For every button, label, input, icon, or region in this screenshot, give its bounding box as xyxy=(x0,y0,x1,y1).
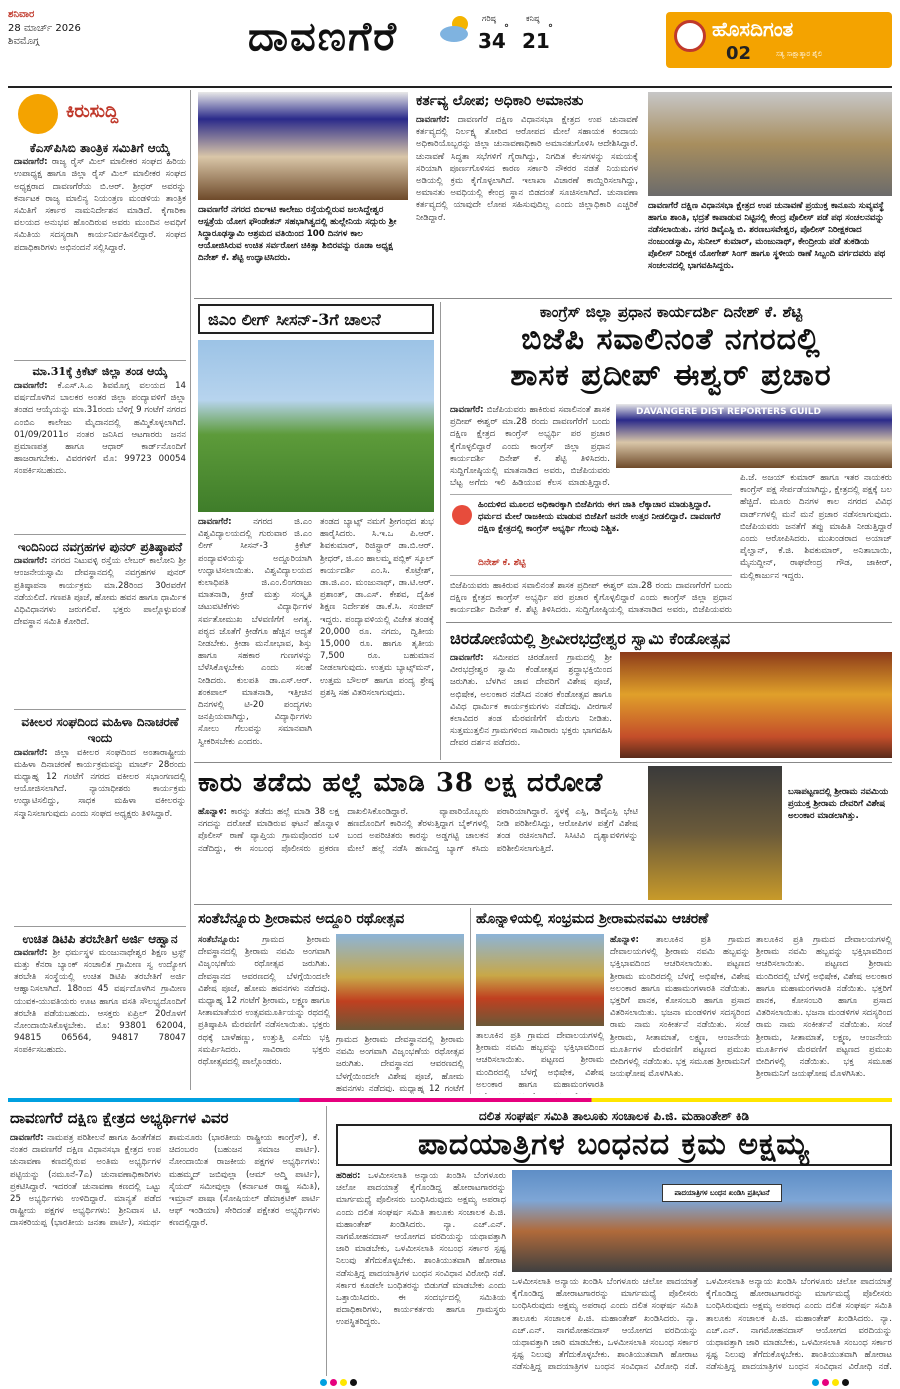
bjp-body xyxy=(450,404,610,488)
section-header-kirusuddi xyxy=(10,92,184,136)
police-march-caption: ದಾವಣಗೆರೆ ದಕ್ಷಿಣ ವಿಧಾನಸಭಾ ಕ್ಷೇತ್ರದ ಉಪ ಚುನಾವಣೆ ಪ್ರಯುಕ್ತ ಕಾನೂನು ಸುವ್ಯವಸ್ಥೆ ಹಾಗೂ ಶಾಂತಿ, ಭದ್ರತೆ ಕಾಪಾಡುವ ನಿಟ್ಟಿನಲ್ಲಿ ಕೇಂದ್ರ ಪೊಲೀಸ್ ಪಡೆ ಪಥ ಸಂಚಲನವನ್ನು ನಡೆಸಲಾಯಿತು. ನಗರ ಡಿವೈಎಸ್ಪಿ ಬಿ. ಶರಣಬಸವೇಶ್ವರ, ಪೊಲೀಸ್ ನಿರೀಕ್ಷಕರಾದ ನಂಜುಂಡಸ್ವಾಮಿ, ಸುನೀಲ್ ಕುಮಾರ್, ಮಂಜುನಾಥ್, ಕೇಂದ್ರೀಯ ಪಡೆ ತುಕಡಿಯ ಪೊಲೀಸ್ ನಿರೀಕ್ಷಕ ಯೋಗೇಶ್ ಸಿಂಗ್ ಹಾಗೂ ಸ್ಥಳೀಯ ಠಾಣೆ ಸಿಬ್ಬಂದಿ ವರ್ಗದವರು ಪಥ ಸಂಚಲನದಲ್ಲಿ ಭಾಗವಹಿಸಿದ್ದರು. xyxy=(648,201,886,272)
column-rule xyxy=(440,302,441,760)
brief-body: ಶ್ರೀ ಧರ್ಮಸ್ಥಳ ಮಂಜುನಾಥೇಶ್ವರ ಶಿಕ್ಷಣ ಟ್ರಸ್ಟ್ ಮತ್ತು ಕೆನರಾ ಬ್ಯಾಂಕ್ ಸಂಚಾಲಿತ ಗ್ರಾಮೀಣ ಸ್ವ ಉದ್ಯೋಗ ತರಬೇತಿ ಸಂಸ್ಥೆಯಲ್ಲಿ ಉಚಿತ ಡಿಟಿಪಿ ತರಬೇತಿಗೆ ಅರ್ಜಿ ಆಹ್ವಾನಿಸಲಾಗಿದೆ. 18ರಿಂದ 45 ವರ್ಷದೊಳಗಿನ ಗ್ರಾಮೀಣ ಯುವಕ-ಯುವತಿಯರು ಊಟ ಹಾಗೂ ವಸತಿ ಸೌಲಭ್ಯದೊಂದಿಗೆ ತರಬೇತಿ ಪಡೆಯಬಹುದು. ಆಸಕ್ತರು ಏಪ್ರಿಲ್ 20ರೊಳಗೆ ನೋಂದಾಯಿಸಿಕೊಳ್ಳಬೇಕು. ಮೊ: 93801 62004, 94815 06564, 94817 78047 ಸಂಪರ್ಕಿಸಬಹುದು. xyxy=(14,947,186,1056)
brief-dateline: ದಾವಣಗೆರೆ: xyxy=(14,747,48,758)
brief-headline: ಇಂದಿನಿಂದ ನವಗ್ರಹಗಳ ಪುನರ್ ಪ್ರತಿಷ್ಠಾಪನೆ xyxy=(17,540,183,555)
quote-icon xyxy=(452,505,472,525)
robbery-body-text: ಕಾರನ್ನು ತಡೆದು ಹಲ್ಲೆ ಮಾಡಿ 38 ಲಕ್ಷ ನಗದನ್ನು ದರೋಡೆ ಮಾಡಿರುವ ಘಟನೆ ಹೊನ್ನಾಳಿ ಪೊಲೀಸ್ ಠಾಣೆ ವ್ಯಾಪ್ತಿಯ ಗ್ರಾಮವೊಂದರ ಬಳಿ ನಡೆದಿದ್ದು, ಈ ಸಂಬಂಧ ಪೊಲೀಸರು ಪ್ರಕರಣ ದಾಖಲಿಸಿಕೊಂಡಿದ್ದಾರೆ. ವ್ಯಾಪಾರಿಯೊಬ್ಬರು ಹಣದೊಂದಿಗೆ ಕಾರಿನಲ್ಲಿ ತೆರಳುತ್ತಿದ್ದಾಗ ಬೈಕ್‌ಗಳಲ್ಲಿ ಬಂದ ಅಪರಿಚಿತರು ಕಾರನ್ನು ಅಡ್ಡಗಟ್ಟಿ ಚಾಲಕನ ಮೇಲೆ ಹಲ್ಲೆ ನಡೆಸಿ ಹಣವಿದ್ದ ಬ್ಯಾಗ್ ಕಸಿದು ಪರಾರಿಯಾಗಿದ್ದಾರೆ. ಸ್ಥಳಕ್ಕೆ ಎಸ್ಪಿ, ಡಿವೈಎಸ್ಪಿ ಭೇಟಿ ನೀಡಿ ಪರಿಶೀಲಿಸಿದ್ದು, ಆರೋಪಿಗಳ ಪತ್ತೆಗೆ ವಿಶೇಷ ತಂಡ ರಚಿಸಲಾಗಿದೆ. ಸಿಸಿಟಿವಿ ದೃಶ್ಯಾವಳಿಗಳನ್ನು ಪರಿಶೀಲಿಸಲಾಗುತ್ತಿದೆ. xyxy=(198,807,638,854)
honnali-dateline: ಹೊನ್ನಾಳಿ: xyxy=(610,935,639,945)
padayatra-body-right: ಒಳಮೀಸಲಾತಿ ಅನ್ಯಾಯ ಖಂಡಿಸಿ ಬೆಂಗಳೂರು ಚಲೋ ಪಾದಯಾತ್ರೆ ಕೈಗೊಂಡಿದ್ದ ಹೋರಾಟಗಾರರನ್ನು ಮಾರ್ಗಮಧ್ಯೆ ಪೊಲೀಸರು ಬಂಧಿಸಿರುವುದು ಅಕ್ಷಮ್ಯ ಅಪರಾಧ ಎಂದು ದಲಿತ ಸಂಘರ್ಷ ಸಮಿತಿ ತಾಲೂಕು ಸಂಚಾಲಕ ಪಿ.ಜಿ. ಮಹಾಂತೇಶ್ ಖಂಡಿಸಿದರು. ನ್ಯಾ. ಎಚ್.ಎನ್. ನಾಗಮೋಹನದಾಸ್ ಆಯೋಗದ ವರದಿಯನ್ನು ಯಥಾವತ್ತಾಗಿ ಜಾರಿ ಮಾಡಬೇಕು, ಒಳಮೀಸಲಾತಿ ಸಂಬಂಧ ಸರ್ಕಾರ ಸ್ಪಷ್ಟ ನಿಲುವು ತೆಗೆದುಕೊಳ್ಳಬೇಕು. ಶಾಂತಿಯುತವಾಗಿ ಹೋರಾಟ ನಡೆಸುತ್ತಿದ್ದ ಪಾದಯಾತ್ರಿಗಳ ಬಂಧನ ಸಂವಿಧಾನ ವಿರೋಧಿ ನಡೆ. xyxy=(706,1277,892,1372)
brief-dateline: ದಾವಣಗೆರೆ: xyxy=(14,947,48,958)
veerabhadra-body xyxy=(450,652,612,760)
section-color-band xyxy=(8,1098,892,1102)
brief-headline: ಮಾ.31ಕ್ಕೆ ಕ್ರಿಕೆಟ್ ಜಿಲ್ಲಾ ತಂಡ ಆಯ್ಕೆ xyxy=(32,365,168,379)
weather-widget xyxy=(438,14,578,68)
brief-item xyxy=(14,140,186,356)
bjp-body-mid: ಪಿ.ಜೆ. ಅಜಯ್ ಕುಮಾರ್ ಹಾಗೂ ಇತರ ನಾಯಕರು ಕಾಂಗ್ರೆಸ್ ಪಕ್ಷ ಸೇರ್ಪಡೆಯಾಗಿದ್ದು, ಕ್ಷೇತ್ರದಲ್ಲಿ ಪಕ್ಷಕ್ಕೆ ಬಲ ಹೆಚ್ಚಿದೆ. ಮೂರು ದಿನಗಳ ಕಾಲ ನಗರದ ವಿವಿಧ ವಾರ್ಡ್‌ಗಳಲ್ಲಿ ಮನೆ ಮನೆ ಪ್ರಚಾರ ನಡೆಸಲಾಗುವುದು. ಬಿಜೆಪಿಯವರು ಜನತೆಗೆ ತಪ್ಪು ಮಾಹಿತಿ ನೀಡುತ್ತಿದ್ದಾರೆ ಎಂದು ಆರೋಪಿಸಿದರು. ಮುಖಂಡರಾದ ಅಯಾಜ್ ಪೈಲ್ವಾನ್, ಕೆ.ಜಿ. ಶಿವಕುಮಾರ್, ಅನಿತಾಬಾಯಿ, ಮೈನುದ್ದೀನ್, ರಾಘವೇಂದ್ರ ಗೌಡ, ಜಾಕೀರ್, ಮಲ್ಲಿಕಾರ್ಜುನ ಇದ್ದರು. xyxy=(740,473,892,581)
divider xyxy=(14,534,186,535)
protest-banner: ಪಾದಯಾತ್ರಿಗಳ ಬಂಧನ ಖಂಡಿಸಿ ಪ್ರತಿಭಟನೆ xyxy=(662,1184,782,1202)
magenta-dot xyxy=(822,1379,829,1386)
section-rule xyxy=(446,622,892,623)
padayatra-kicker: ದಲಿತ ಸಂಘರ್ಷ ಸಮಿತಿ ತಾಲೂಕು ಸಂಚಾಲಕ ಪಿ.ಜಿ. ಮಹಾಂತೇಶ್ ಕಿಡಿ xyxy=(478,1109,750,1123)
honnali-body-left: ತಾಲೂಕಿನ ಪ್ರತಿ ಗ್ರಾಮದ ದೇವಾಲಯಗಳಲ್ಲಿ ಶ್ರೀರಾಮ ನವಮಿ ಹಬ್ಬವನ್ನು ಭಕ್ತಿಭಾವದಿಂದ ಆಚರಿಸಲಾಯಿತು. ಪಟ್ಟಣದ ಶ್ರೀರಾಮ ಮಂದಿರದಲ್ಲಿ ಬೆಳಗ್ಗೆ ಅಭಿಷೇಕ, ವಿಶೇಷ ಅಲಂಕಾರ ಹಾಗೂ ಮಹಾಮಂಗಳಾರತಿ xyxy=(476,1031,604,1090)
candidates-body-text: ನಾಮಪತ್ರ ಪರಿಶೀಲನೆ ಹಾಗೂ ಹಿಂತೆಗೆತದ ನಂತರ ದಾವಣಗೆರೆ ದಕ್ಷಿಣ ವಿಧಾನಸಭಾ ಕ್ಷೇತ್ರದ ಉಪ ಚುನಾವಣಾ ಕಣದಲ್ಲಿರುವ ಅಂತಿಮ ಅಭ್ಯರ್ಥಿಗಳ ಪಟ್ಟಿಯನ್ನು (ನಮೂನೆ-7ಎ) ಚುನಾವಣಾಧಿಕಾರಿಗಳು ಪ್ರಕಟಿಸಿದ್ದಾರೆ. ಇದರಂತೆ ಚುನಾವಣಾ ಕಣದಲ್ಲಿ ಒಟ್ಟು 25 ಅಭ್ಯರ್ಥಿಗಳು ಉಳಿದಿದ್ದಾರೆ. ಮಾನ್ಯತೆ ಪಡೆದ ರಾಷ್ಟ್ರೀಯ ಪಕ್ಷಗಳ ಅಭ್ಯರ್ಥಿಗಳು: ಶ್ರೀನಿವಾಸ ಟಿ. ದಾಸಕರಿಯಪ್ಪ (ಭಾರತೀಯ ಜನತಾ ಪಾರ್ಟಿ), ಸಮರ್ಥ ಶಾಮನೂರು (ಭಾರತೀಯ ರಾಷ್ಟ್ರೀಯ ಕಾಂಗ್ರೆಸ್), ಕೆ. ಚಿದಂಬರಂ (ಬಹುಜನ ಸಮಾಜ ಪಾರ್ಟಿ). ನೋಂದಾಯಿತ ರಾಜಕೀಯ ಪಕ್ಷಗಳ ಅಭ್ಯರ್ಥಿಗಳು: ಮಹಮ್ಮದ್ ಜಬಿವುಲ್ಲಾ (ಆಮ್ ಆದ್ಮಿ ಪಾರ್ಟಿ), ಸೈಯದ್ ಸಮೀವುಲ್ಲಾ (ಕರ್ನಾಟಕ ರಾಷ್ಟ್ರ ಸಮಿತಿ), ಇಮ್ರಾನ್ ಪಾಷಾ (ಸೋಷಿಯಲ್ ಡೆಮಾಕ್ರಟಿಕ್ ಪಾರ್ಟಿ ಆಫ್ ಇಂಡಿಯಾ) ಸೇರಿದಂತೆ ಪಕ್ಷೇತರ ಅಭ್ಯರ್ಥಿಗಳು ಕಣದಲ್ಲಿದ್ದಾರೆ. xyxy=(10,1133,320,1229)
reporters-guild-banner: DAVANGERE DIST REPORTERS GUILD xyxy=(636,407,821,417)
duty-headline: ಕರ್ತವ್ಯ ಲೋಪ; ಅಧಿಕಾರಿ ಅಮಾನತು xyxy=(416,93,584,109)
santhebennur-body xyxy=(198,934,330,1094)
masthead-rule xyxy=(8,86,892,88)
magenta-dot xyxy=(330,1379,337,1386)
veerabhadra-headline: ಚಿರಡೋಣಿಯಲ್ಲಿ ಶ್ರೀವೀರಭದ್ರೇಶ್ವರ ಸ್ವಾಮಿ ಕೆಂಡೋತ್ಸವ xyxy=(450,629,731,648)
date-block xyxy=(8,8,218,68)
brief-headline: ವಕೀಲರ ಸಂಘದಿಂದ ಮಹಿಳಾ ದಿನಾಚರಣೆ ಇಂದು xyxy=(21,715,179,746)
section-title: ಕಿರುಸುದ್ದಿ xyxy=(66,101,119,122)
brief-body: ರಾಜ್ಯ ರೈಸ್ ಮಿಲ್ ಮಾಲೀಕರ ಸಂಘದ ಹಿರಿಯ ಉಪಾಧ್ಯಕ್ಷ ಹಾಗೂ ಜಿಲ್ಲಾ ರೈಸ್ ಮಿಲ್ ಮಾಲೀಕರ ಸಂಘದ ಅಧ್ಯಕ್ಷರಾದ ದಾವಣಗೆರೆಯ ಬಿ.ಆರ್. ಶ್ರೀಧರ್ ಅವರನ್ನು ಕರ್ನಾಟಕ ರಾಜ್ಯ ಮಾಲಿನ್ಯ ನಿಯಂತ್ರಣ ಮಂಡಳಿಯ ತಾಂತ್ರಿಕ ಸಮಿತಿಗೆ ಸರ್ಕಾರ ನಾಮನಿರ್ದೇಶನ ಮಾಡಿದೆ. ಕೈಗಾರಿಕಾ ವಲಯದ ಅನುಭವ ಹೊಂದಿರುವ ಅವರು ಮುಂದಿನ ಅವಧಿಗೆ ಸಮಿತಿಯ ಸದಸ್ಯರಾಗಿ ಕಾರ್ಯನಿರ್ವಹಿಸಲಿದ್ದಾರೆ. ಸಂಘದ ಪದಾಧಿಕಾರಿಗಳು ಅಭಿನಂದನೆ ಸಲ್ಲಿಸಿದ್ದಾರೆ. xyxy=(14,157,186,253)
date-label: 28 ಮಾರ್ಚ್ 2026 xyxy=(8,22,81,34)
veerabhadra-dateline: ದಾವಣಗೆರೆ: xyxy=(450,653,484,663)
ramanavami-caption: ಬಸಾಪಟ್ಟಣದಲ್ಲಿ ಶ್ರೀರಾಮ ನವಮಿಯ ಪ್ರಯುಕ್ತ ಶ್ರೀರಾಮ ದೇವರಿಗೆ ವಿಶೇಷ ಅಲಂಕಾರ ಮಾಡಲಾಗಿತ್ತು. xyxy=(788,787,889,822)
brief-item xyxy=(14,931,186,1164)
brand-tagline: ಸತ್ಯ ಸಾಕ್ಷಾತ್ಕಾರ ಶೈಲಿ xyxy=(776,50,823,58)
brief-dateline: ದಾವಣಗೆರೆ: xyxy=(14,157,48,168)
brief-headline: ಕೆಎಸ್‌ಪಿಸಿಬಿ ತಾಂತ್ರಿಕ ಸಮಿತಿಗೆ ಆಯ್ಕೆ xyxy=(29,141,171,155)
edition-title: ದಾವಣಗೆರೆ xyxy=(248,13,398,60)
veerabhadra-body-text: ಸಮೀಪದ ಚಿರಡೋಣಿ ಗ್ರಾಮದಲ್ಲಿ ಶ್ರೀ ವೀರಭದ್ರೇಶ್ವರ ಸ್ವಾಮಿ ಕೆಂಡೋತ್ಸವ ಶ್ರದ್ಧಾಭಕ್ತಿಯಿಂದ ಜರುಗಿತು. ಬೆಳಗಿನ ಜಾವ ದೇವರಿಗೆ ವಿಶೇಷ ಪೂಜೆ, ಅಭಿಷೇಕ, ಅಲಂಕಾರ ನಡೆಸಿದ ನಂತರ ಕೆಂಡೋತ್ಸವ ಹಾಗೂ ವಿವಿಧ ಧಾರ್ಮಿಕ ಕಾರ್ಯಕ್ರಮಗಳು ನಡೆದವು. ವೀರಗಾಸೆ ಕಲಾವಿದರ ತಂಡ ಮೆರವಣಿಗೆಗೆ ಮೆರುಗು ನೀಡಿತು. ಸುತ್ತಮುತ್ತಲಿನ ಗ್ರಾಮಗಳಿಂದ ಸಾವಿರಾರು ಭಕ್ತರು ಭಾಗವಹಿಸಿ ದೇವರ ದರ್ಶನ ಪಡೆದರು. xyxy=(450,653,612,749)
santhebennur-dateline: ಸಂತೆಬೆನ್ನೂರು: xyxy=(198,935,240,945)
section-rule xyxy=(194,904,892,905)
city-label: ಶಿವಮೊಗ್ಗ xyxy=(8,36,40,47)
gm-league-headline-box xyxy=(198,304,434,334)
max-temp: 34 xyxy=(478,29,506,53)
print-registration-marks xyxy=(812,1378,852,1389)
robbery-body xyxy=(198,806,638,898)
candidates-dateline: ದಾವಣಗೆರೆ: xyxy=(10,1133,44,1143)
cricket-inauguration-photo xyxy=(198,340,434,512)
chariot-photo xyxy=(336,934,464,1030)
bjp-body-cont: ಬಿಜೆಪಿಯವರು ಹಾಕಿರುವ ಸವಾಲಿನಂತೆ ಶಾಸಕ ಪ್ರದೀಪ್ ಈಶ್ವರ್ ಮಾ.28 ರಂದು ದಾವಣಗೆರೆಗೆ ಬಂದು ದಕ್ಷಿಣ ಕ್ಷೇತ್ರದ ಕಾಂಗ್ರೆಸ್ ಅಭ್ಯರ್ಥಿ ಪರ ಪ್ರಚಾರ ಕೈಗೊಳ್ಳಲಿದ್ದಾರೆ ಎಂದು ಕಾಂಗ್ರೆಸ್ ಜಿಲ್ಲಾ ಪ್ರಧಾನ ಕಾರ್ಯದರ್ಶಿ ದಿನೇಶ್ ಕೆ. ಶೆಟ್ಟಿ ತಿಳಿಸಿದರು. ಸುದ್ದಿಗೋಷ್ಠಿಯಲ್ಲಿ ಮಾತನಾಡಿದ ಅವರು, ಬಿಜೆಪಿಯವರು xyxy=(450,581,732,616)
min-temp-unit: ° xyxy=(548,23,553,34)
brief-item xyxy=(14,539,186,705)
brief-item xyxy=(14,365,186,530)
duty-story xyxy=(416,92,638,292)
pull-quote-author: ದಿನೇಶ್ ಕೆ. ಶೆಟ್ಟಿ xyxy=(478,558,526,568)
honnali-procession-photo xyxy=(476,934,604,1026)
pull-quote: ಹಿಂದುಳಿದ ಮೂಲದ ಅಧಿಕಾರಕ್ಕಾಗಿ ಬಿಜೆಪಿಗರು ಈಗ ಜಾತಿ ಲೆಕ್ಕಾಚಾರ ಮಾಡುತ್ತಿದ್ದಾರೆ. ಧರ್ಮದ ಮೇಲೆ ರಾಜಕೀಯ ಮಾಡುವ ಬಿಜೆಪಿಗೆ ಜನರೇ ಉತ್ತರ ನೀಡಲಿದ್ದಾರೆ. ದಾವಣಗೆರೆ ದಕ್ಷಿಣ ಕ್ಷೇತ್ರದಲ್ಲಿ ಕಾಂಗ್ರೆಸ್ ಅಭ್ಯರ್ಥಿ ಗೆಲುವು ನಿಶ್ಚಿತ. xyxy=(478,500,721,535)
padayatra-body-cont: ಒಳಮೀಸಲಾತಿ ಅನ್ಯಾಯ ಖಂಡಿಸಿ ಬೆಂಗಳೂರು ಚಲೋ ಪಾದಯಾತ್ರೆ ಕೈಗೊಂಡಿದ್ದ ಹೋರಾಟಗಾರರನ್ನು ಮಾರ್ಗಮಧ್ಯೆ ಪೊಲೀಸರು ಬಂಧಿಸಿರುವುದು ಅಕ್ಷಮ್ಯ ಅಪರಾಧ ಎಂದು ದಲಿತ ಸಂಘರ್ಷ ಸಮಿತಿ ತಾಲೂಕು ಸಂಚಾಲಕ ಪಿ.ಜಿ. ಮಹಾಂತೇಶ್ ಖಂಡಿಸಿದರು. ನ್ಯಾ. ಎಚ್.ಎನ್. ನಾಗಮೋಹನದಾಸ್ ಆಯೋಗದ ವರದಿಯನ್ನು ಯಥಾವತ್ತಾಗಿ ಜಾರಿ ಮಾಡಬೇಕು, ಒಳಮೀಸಲಾತಿ ಸಂಬಂಧ ಸರ್ಕಾರ ಸ್ಪಷ್ಟ ನಿಲುವು ತೆಗೆದುಕೊಳ್ಳಬೇಕು. ಶಾಂತಿಯುತವಾಗಿ ಹೋರಾಟ ನಡೆಸುತ್ತಿದ್ದ ಪಾದಯಾತ್ರಿಗಳ ಬಂಧನ ಸಂವಿಧಾನ ವಿರೋಧಿ ನಡೆ. xyxy=(512,1277,698,1372)
bjp-body-text: ಬಿಜೆಪಿಯವರು ಹಾಕಿರುವ ಸವಾಲಿನಂತೆ ಶಾಸಕ ಪ್ರದೀಪ್ ಈಶ್ವರ್ ಮಾ.28 ರಂದು ದಾವಣಗೆರೆಗೆ ಬಂದು ದಕ್ಷಿಣ ಕ್ಷೇತ್ರದ ಕಾಂಗ್ರೆಸ್ ಅಭ್ಯರ್ಥಿ ಪರ ಪ್ರಚಾರ ಕೈಗೊಳ್ಳಲಿದ್ದಾರೆ ಎಂದು ಕಾಂಗ್ರೆಸ್ ಜಿಲ್ಲಾ ಪ್ರಧಾನ ಕಾರ್ಯದರ್ಶಿ ದಿನೇಶ್ ಕೆ. ಶೆಟ್ಟಿ ತಿಳಿಸಿದರು. ಸುದ್ದಿಗೋಷ್ಠಿಯಲ್ಲಿ ಮಾತನಾಡಿದ ಅವರು, ಬಿಜೆಪಿಯವರು ಬೆಟ್ಟ ಅಗೆದು ಇಲಿ ಹಿಡಿಯುವ ಕೆಲಸ ಮಾಡುತ್ತಿದ್ದಾರೆ. xyxy=(450,405,610,488)
brief-body: ಜಿಲ್ಲಾ ವಕೀಲರ ಸಂಘದಿಂದ ಅಂತಾರಾಷ್ಟ್ರೀಯ ಮಹಿಳಾ ದಿನಾಚರಣೆ ಕಾರ್ಯಕ್ರಮವನ್ನು ಮಾರ್ಚ್ 28ರಂದು ಮಧ್ಯಾಹ್ನ 12 ಗಂಟೆಗೆ ನಗರದ ವಕೀಲರ ಸಭಾಂಗಣದಲ್ಲಿ ಆಯೋಜಿಸಲಾಗಿದೆ. ನ್ಯಾಯಾಧೀಶರು ಕಾರ್ಯಕ್ರಮ ಉದ್ಘಾಟಿಸಲಿದ್ದು, ಸಾಧಕ ಮಹಿಳಾ ವಕೀಲರನ್ನು ಸನ್ಮಾನಿಸಲಾಗುವುದು ಎಂದು ಸಂಘದ ಅಧ್ಯಕ್ಷರು ತಿಳಿಸಿದ್ದಾರೆ. xyxy=(14,747,186,819)
brief-dateline: ದಾವಣಗೆರೆ: xyxy=(14,556,48,567)
brief-headline: ಉಚಿತ ಡಿಟಿಪಿ ತರಬೇತಿಗೆ ಅರ್ಜಿ ಆಹ್ವಾನ xyxy=(22,931,178,946)
kendotsava-photo xyxy=(620,652,892,758)
section-rule xyxy=(194,298,892,299)
divider xyxy=(14,709,186,710)
robbery-headline: ಕಾರು ತಡೆದು ಹಲ್ಲೆ ಮಾಡಿ 38 ಲಕ್ಷ ದರೋಡೆ xyxy=(198,768,604,798)
candidates-body xyxy=(10,1132,320,1372)
min-temp: 21 xyxy=(522,29,550,53)
gm-league-headline: ಜಿಎಂ ಲೀಗ್ ಸೀಸನ್-3ಗೆ ಚಾಲನೆ xyxy=(208,310,381,329)
divider xyxy=(14,360,186,361)
gm-league-body-left xyxy=(198,516,312,758)
brief-body: ಕೆ.ಎಸ್.ಸಿ.ಎ ಶಿವಮೊಗ್ಗ ವಲಯದ 14 ವರ್ಷದೊಳಗಿನ ಬಾಲಕರ ಅಂತರ ಜಿಲ್ಲಾ ಪಂದ್ಯಾವಳಿಗೆ ಜಿಲ್ಲಾ ತಂಡದ ಆಯ್ಕೆಯನ್ನು ಮಾ.31ರಂದು ಬೆಳಿಗ್ಗೆ 9 ಗಂಟೆಗೆ ನಗರದ ಎಂಬಿಎ ಕಾಲೇಜು ಮೈದಾನದಲ್ಲಿ ಹಮ್ಮಿಕೊಳ್ಳಲಾಗಿದೆ. 01/09/2011ರ ನಂತರ ಜನಿಸಿದ ಆಟಗಾರರು ಜನನ ಪ್ರಮಾಣಪತ್ರ ಹಾಗೂ ಆಧಾರ್ ಕಾರ್ಡ್‌ನೊಂದಿಗೆ ಹಾಜರಾಗಬೇಕು. ವಿವರಗಳಿಗೆ ಮೊ: 99723 00054 ಸಂಪರ್ಕಿಸಬಹುದು. xyxy=(14,381,186,477)
health-camp-photo xyxy=(198,92,408,200)
brief-item xyxy=(14,714,186,921)
honnali-body xyxy=(610,934,750,1094)
column-rule xyxy=(190,90,191,1090)
santhebennur-headline: ಸಂತೆಬೆನ್ನೂರು ಶ್ರೀರಾಮನ ಅದ್ದೂರಿ ರಥೋತ್ಸವ xyxy=(198,911,405,927)
print-registration-marks xyxy=(320,1378,360,1389)
honnali-body-text: ತಾಲೂಕಿನ ಪ್ರತಿ ಗ್ರಾಮದ ದೇವಾಲಯಗಳಲ್ಲಿ ಶ್ರೀರಾಮ ನವಮಿ ಹಬ್ಬವನ್ನು ಭಕ್ತಿಭಾವದಿಂದ ಆಚರಿಸಲಾಯಿತು. ಪಟ್ಟಣದ ಶ್ರೀರಾಮ ಮಂದಿರದಲ್ಲಿ ಬೆಳಗ್ಗೆ ಅಭಿಷೇಕ, ವಿಶೇಷ ಅಲಂಕಾರ ಹಾಗೂ ಮಹಾಮಂಗಳಾರತಿ ನಡೆಯಿತು. ಭಕ್ತರಿಗೆ ಪಾನಕ, ಕೋಸಂಬರಿ ಹಾಗೂ ಪ್ರಸಾದ ವಿತರಿಸಲಾಯಿತು. ಭಜನಾ ಮಂಡಳಿಗಳ ಸದಸ್ಯರಿಂದ ರಾಮ ನಾಮ ಸಂಕೀರ್ತನೆ ನಡೆಯಿತು. ಸಂಜೆ ಶ್ರೀರಾಮ, ಸೀತಾಮಾತೆ, ಲಕ್ಷ್ಮಣ, ಆಂಜನೇಯ ಮೂರ್ತಿಗಳ ಮೆರವಣಿಗೆ ಪಟ್ಟಣದ ಪ್ರಮುಖ ಬೀದಿಗಳಲ್ಲಿ ನಡೆಯಿತು. ಭಕ್ತ ಸಮೂಹ ಶ್ರೀರಾಮನಿಗೆ ಜಯಘೋಷ ಮೊಳಗಿಸಿತು. xyxy=(610,935,750,1080)
santhebennur-body-cont: ಗ್ರಾಮದ ಶ್ರೀರಾಮ ದೇವಸ್ಥಾನದಲ್ಲಿ ಶ್ರೀರಾಮ ನವಮಿ ಅಂಗವಾಗಿ ವಿಜೃಂಭಣೆಯ ರಥೋತ್ಸವ ಜರುಗಿತು. ದೇವಸ್ಥಾನದ ಆವರಣದಲ್ಲಿ ಬೆಳಗ್ಗೆಯಿಂದಲೇ ವಿಶೇಷ ಪೂಜೆ, ಹೋಮ ಹವನಗಳು ನಡೆದವು. ಮಧ್ಯಾಹ್ನ 12 ಗಂಟೆಗೆ xyxy=(336,1035,464,1094)
max-temp-unit: ° xyxy=(504,23,509,34)
pull-quote-box xyxy=(450,494,732,576)
honnali-headline: ಹೊನ್ನಾಳಿಯಲ್ಲಿ ಸಂಭ್ರಮದ ಶ್ರೀರಾಮನವಮಿ ಆಚರಣೆ xyxy=(476,911,709,927)
gm-body-left: ನಗರದ ಜಿ.ಎಂ ವಿಶ್ವವಿದ್ಯಾಲಯದಲ್ಲಿ ಗುರುವಾರ ಜಿ.ಎಂ ಲೀಗ್ ಸೀಸನ್-3 ಕ್ರಿಕೆಟ್ ಪಂದ್ಯಾವಳಿಯನ್ನು ಅದ್ದೂರಿಯಾಗಿ ಉದ್ಘಾಟಿಸಲಾಯಿತು. ವಿಶ್ವವಿದ್ಯಾಲಯದ ಕುಲಾಧಿಪತಿ ಜಿ.ಎಂ.ಲಿಂಗರಾಜು ಮಾತನಾಡಿ, ಕ್ರೀಡೆ ಮತ್ತು ಸಂಸ್ಕೃತಿ ಚಟುವಟಿಕೆಗಳು ವಿದ್ಯಾರ್ಥಿಗಳ ಸರ್ವತೋಮುಖ ಬೆಳವಣಿಗೆಗೆ ಅಗತ್ಯ. ಪಠ್ಯದ ಜೊತೆಗೆ ಕ್ರೀಡೆಗೂ ಹೆಚ್ಚಿನ ಆದ್ಯತೆ ನೀಡಬೇಕು. ಕ್ರೀಡಾ ಮನೋಭಾವ, ಶಿಸ್ತು ಹಾಗೂ ಸಹಕಾರ ಗುಣಗಳನ್ನು ಬೆಳೆಸಿಕೊಳ್ಳಬೇಕು ಎಂದು ಸಲಹೆ ನೀಡಿದರು. ಕುಲಪತಿ ಡಾ.ಎಸ್.ಆರ್. ಶಂಕಪಾಲ್ ಮಾತನಾಡಿ, ಇತ್ತೀಚಿನ ದಿನಗಳಲ್ಲಿ ಟಿ-20 ಪಂದ್ಯಗಳು ಜನಪ್ರಿಯವಾಗಿದ್ದು, ವಿದ್ಯಾರ್ಥಿಗಳು ಸೋಲು ಗೆಲುವನ್ನು ಸಮಾನವಾಗಿ ಸ್ವೀಕರಿಸಬೇಕು ಎಂದರು. xyxy=(198,517,312,747)
brief-news-column xyxy=(14,140,186,1164)
section-rule xyxy=(194,762,892,763)
gm-league-body-right: ತಂಡದ ಬ್ಯಾಟ್ಸ್ ನಮಗೆ ಶ್ರೀಗಂಧದ ಶುಭ ಹಾರೈಸಿದರು. ಸಿ.ಇ.ಒ ಪಿ.ಆರ್. ಶಿವಕುಮಾರ್, ರಿಜಿಸ್ಟ್ರಾರ್ ಡಾ.ಬಿ.ಆರ್. ಶ್ರೀಧರ್, ಜಿ.ಎಂ ಹಾಲಮ್ಮ ಪಬ್ಲಿಕ್ ಸ್ಕೂಲ್ ಕಾರ್ಯದರ್ಶಿ ಎಂ.ಸಿ. ಕೊಟ್ರೇಶ್, ಡಾ.ಜಿ.ಎಂ. ಮಂಜುನಾಥ್, ಡಾ.ಟಿ.ಆರ್. ಪ್ರಶಾಂತ್, ಡಾ.ಎಸ್. ಕೇಶವ, ದೈಹಿಕ ಶಿಕ್ಷಣ ನಿರ್ದೇಶಕ ಡಾ.ಕೆ.ಸಿ. ಸಂಜೀವ್ ಇದ್ದರು. ಪಂದ್ಯಾವಳಿಯಲ್ಲಿ ವಿಜೇತ ತಂಡಕ್ಕೆ 20,000 ರೂ. ನಗದು, ದ್ವಿತೀಯ 15,000 ರೂ. ಹಾಗೂ ತೃತೀಯ 7,500 ರೂ. ಬಹುಮಾನ ನೀಡಲಾಗುವುದು. ಉತ್ತಮ ಬ್ಯಾಟ್ಸ್‌ಮನ್, ಉತ್ತಮ ಬೌಲರ್ ಹಾಗೂ ಪಂದ್ಯ ಶ್ರೇಷ್ಠ ಪ್ರಶಸ್ತಿ ಸಹ ವಿತರಿಸಲಾಗುವುದು. xyxy=(320,517,434,698)
padayatra-body xyxy=(336,1170,506,1372)
divider xyxy=(14,926,186,927)
bjp-dateline: ದಾವಣಗೆರೆ: xyxy=(450,405,484,415)
black-dot xyxy=(350,1379,357,1386)
padayatra-dateline: ಹರಿಹರ: xyxy=(336,1171,361,1181)
partly-cloudy-icon xyxy=(438,14,476,44)
ramanavami-idol-photo xyxy=(648,766,782,900)
black-dot xyxy=(842,1379,849,1386)
duty-dateline: ದಾವಣಗೆರೆ: xyxy=(416,114,450,125)
min-temp-label: ಕನಿಷ್ಠ xyxy=(526,14,540,23)
health-camp-caption: ದಾವಣಗೆರೆ ನಗರದ ಬಿಐಇಟಿ ಕಾಲೇಜು ರಸ್ತೆಯಲ್ಲಿರುವ ಜಲಸಿದ್ದೇಶ್ವರ ಆಸ್ಪತ್ರೆಯ ಯೋಗ ಫೌಂಡೇಶನ್ ಸಹಭಾಗಿತ್ವದಲ್ಲಿ ಹುಲ್ಲೇನಿಯ ಸದ್ಗುರು ಶ್ರೀ ಸಿದ್ಧಾರೂಢಸ್ವಾಮಿ ಆಶ್ರಮದ ವತಿಯಿಂದ 100 ದಿನಗಳ ಕಾಲ ಆಯೋಜಿಸಿರುವ ಉಚಿತ ಸರ್ವರೋಗ ಚಿಕಿತ್ಸಾ ಶಿಬಿರವನ್ನು ರೂಡಾ ಅಧ್ಯಕ್ಷ ದಿನೇಶ್ ಕೆ. ಶೆಟ್ಟಿ ಉದ್ಘಾಟಿಸಿದರು. xyxy=(198,205,397,264)
column-rule xyxy=(326,1106,327,1376)
cyan-dot xyxy=(812,1379,819,1386)
cyan-dot xyxy=(320,1379,327,1386)
column-rule xyxy=(470,908,471,1094)
bjp-kicker: ಕಾಂಗ್ರೆಸ್ ಜಿಲ್ಲಾ ಪ್ರಧಾನ ಕಾರ್ಯದರ್ಶಿ ದಿನೇಶ್ ಕೆ. ಶೆಟ್ಟಿ xyxy=(539,303,803,321)
brand-name: ಹೊಸದಿಗಂತ xyxy=(712,17,794,41)
gm-dateline: ದಾವಣಗೆರೆ: xyxy=(198,517,232,527)
masthead xyxy=(8,8,892,78)
brief-dateline: ದಾವಣಗೆರೆ: xyxy=(14,381,48,392)
honnali-body-cont: ತಾಲೂಕಿನ ಪ್ರತಿ ಗ್ರಾಮದ ದೇವಾಲಯಗಳಲ್ಲಿ ಶ್ರೀರಾಮ ನವಮಿ ಹಬ್ಬವನ್ನು ಭಕ್ತಿಭಾವದಿಂದ ಆಚರಿಸಲಾಯಿತು. ಪಟ್ಟಣದ ಶ್ರೀರಾಮ ಮಂದಿರದಲ್ಲಿ ಬೆಳಗ್ಗೆ ಅಭಿಷೇಕ, ವಿಶೇಷ ಅಲಂಕಾರ ಹಾಗೂ ಮಹಾಮಂಗಳಾರತಿ ನಡೆಯಿತು. ಭಕ್ತರಿಗೆ ಪಾನಕ, ಕೋಸಂಬರಿ ಹಾಗೂ ಪ್ರಸಾದ ವಿತರಿಸಲಾಯಿತು. ಭಜನಾ ಮಂಡಳಿಗಳ ಸದಸ್ಯರಿಂದ ರಾಮ ನಾಮ ಸಂಕೀರ್ತನೆ ನಡೆಯಿತು. ಸಂಜೆ ಶ್ರೀರಾಮ, ಸೀತಾಮಾತೆ, ಲಕ್ಷ್ಮಣ, ಆಂಜನೇಯ ಮೂರ್ತಿಗಳ ಮೆರವಣಿಗೆ ಪಟ್ಟಣದ ಪ್ರಮುಖ ಬೀದಿಗಳಲ್ಲಿ ನಡೆಯಿತು. ಭಕ್ತ ಸಮೂಹ ಶ್ರೀರಾಮನಿಗೆ ಜಯಘೋಷ ಮೊಳಗಿಸಿತು. xyxy=(756,935,892,1080)
day-label: ಶನಿವಾರ xyxy=(8,9,35,20)
bjp-headline-line1: ಬಿಜೆಪಿ ಸವಾಲಿನಂತೆ ನಗರದಲ್ಲಿ xyxy=(521,322,821,357)
candidates-headline: ದಾವಣಗೆರೆ ದಕ್ಷಿಣ ಕ್ಷೇತ್ರದ ಅಭ್ಯರ್ಥಿಗಳ ವಿವರ xyxy=(10,1109,229,1127)
robbery-dateline: ಹೊನ್ನಾಳಿ: xyxy=(198,807,227,817)
protest-photo xyxy=(512,1170,892,1272)
duty-body: ದಾವಣಗೆರೆ ದಕ್ಷಿಣ ವಿಧಾನಸಭಾ ಕ್ಷೇತ್ರದ ಉಪ ಚುನಾವಣೆ ಕರ್ತವ್ಯದಲ್ಲಿ ನಿರ್ಲಕ್ಷ್ಯ ತೋರಿದ ಆರೋಪದ ಮೇಲೆ ಸಹಾಯಕ ಕಂದಾಯ ಅಧಿಕಾರಿಯೊಬ್ಬರನ್ನು ಜಿಲ್ಲಾ ಚುನಾವಣಾಧಿಕಾರಿ ಅಮಾನತುಗೊಳಿಸಿ ಆದೇಶಿಸಿದ್ದಾರೆ. ಚುನಾವಣೆ ಸಿದ್ಧತಾ ಸಭೆಗಳಿಗೆ ಗೈರಾಗಿದ್ದು, ನಿಗದಿತ ಕೆಲಸಗಳನ್ನು ಸಮಯಕ್ಕೆ ಸರಿಯಾಗಿ ಪೂರ್ಣಗೊಳಿಸದ ಕಾರಣ ಸರ್ಕಾರಿ ನೌಕರರ ನಡತೆ ನಿಯಮಗಳ ಅಡಿಯಲ್ಲಿ ಕ್ರಮ ಕೈಗೊಳ್ಳಲಾಗಿದೆ. ಇಲಾಖಾ ವಿಚಾರಣೆ ಕಾಯ್ದಿರಿಸಲಾಗಿದ್ದು, ಅಮಾನತು ಅವಧಿಯಲ್ಲಿ ಕೇಂದ್ರ ಸ್ಥಾನ ಬಿಡದಂತೆ ಸೂಚಿಸಲಾಗಿದೆ. ಚುನಾವಣಾ ಕರ್ತವ್ಯದಲ್ಲಿ ಯಾವುದೇ ಲೋಪ ಸಹಿಸುವುದಿಲ್ಲ ಎಂದು ಜಿಲ್ಲಾಧಿಕಾರಿ ಎಚ್ಚರಿಕೆ ನೀಡಿದ್ದಾರೆ. xyxy=(416,114,638,223)
brand-banner xyxy=(666,12,892,68)
padayatra-headline: ಪಾದಯಾತ್ರಿಗಳ ಬಂಧನದ ಕ್ರಮ ಅಕ್ಷಮ್ಯ xyxy=(336,1124,892,1166)
police-march-photo xyxy=(648,92,892,196)
bjp-headline xyxy=(450,322,892,394)
padayatra-body-text: ಒಳಮೀಸಲಾತಿ ಅನ್ಯಾಯ ಖಂಡಿಸಿ ಬೆಂಗಳೂರು ಚಲೋ ಪಾದಯಾತ್ರೆ ಕೈಗೊಂಡಿದ್ದ ಹೋರಾಟಗಾರರನ್ನು ಮಾರ್ಗಮಧ್ಯೆ ಪೊಲೀಸರು ಬಂಧಿಸಿರುವುದು ಅಕ್ಷಮ್ಯ ಅಪರಾಧ ಎಂದು ದಲಿತ ಸಂಘರ್ಷ ಸಮಿತಿ ತಾಲೂಕು ಸಂಚಾಲಕ ಪಿ.ಜಿ. ಮಹಾಂತೇಶ್ ಖಂಡಿಸಿದರು. ನ್ಯಾ. ಎಚ್.ಎನ್. ನಾಗಮೋಹನದಾಸ್ ಆಯೋಗದ ವರದಿಯನ್ನು ಯಥಾವತ್ತಾಗಿ ಜಾರಿ ಮಾಡಬೇಕು, ಒಳಮೀಸಲಾತಿ ಸಂಬಂಧ ಸರ್ಕಾರ ಸ್ಪಷ್ಟ ನಿಲುವು ತೆಗೆದುಕೊಳ್ಳಬೇಕು. ಶಾಂತಿಯುತವಾಗಿ ಹೋರಾಟ ನಡೆಸುತ್ತಿದ್ದ ಪಾದಯಾತ್ರಿಗಳ ಬಂಧನ ಸಂವಿಧಾನ ವಿರೋಧಿ ನಡೆ. ಸರ್ಕಾರ ಕೂಡಲೇ ಬಂಧಿತರನ್ನು ಬಿಡುಗಡೆ ಮಾಡಬೇಕು ಎಂದು ಒತ್ತಾಯಿಸಿದರು. ಈ ಸಂದರ್ಭದಲ್ಲಿ ಸಮಿತಿಯ ಪದಾಧಿಕಾರಿಗಳು, ಕಾರ್ಯಕರ್ತರು ಹಾಗೂ ಗ್ರಾಮಸ್ಥರು ಉಪಸ್ಥಿತರಿದ್ದರು. xyxy=(336,1171,506,1328)
santhebennur-body-text: ಗ್ರಾಮದ ಶ್ರೀರಾಮ ದೇವಸ್ಥಾನದಲ್ಲಿ ಶ್ರೀರಾಮ ನವಮಿ ಅಂಗವಾಗಿ ವಿಜೃಂಭಣೆಯ ರಥೋತ್ಸವ ಜರುಗಿತು. ದೇವಸ್ಥಾನದ ಆವರಣದಲ್ಲಿ ಬೆಳಗ್ಗೆಯಿಂದಲೇ ವಿಶೇಷ ಪೂಜೆ, ಹೋಮ ಹವನಗಳು ನಡೆದವು. ಮಧ್ಯಾಹ್ನ 12 ಗಂಟೆಗೆ ಶ್ರೀರಾಮ, ಲಕ್ಷ್ಮಣ ಹಾಗೂ ಸೀತಾಮಾತೆಯರ ಉತ್ಸವಮೂರ್ತಿಯನ್ನು ರಥದಲ್ಲಿ ಪ್ರತಿಷ್ಠಾಪಿಸಿ ಮೆರವಣಿಗೆ ನಡೆಸಲಾಯಿತು. ಭಕ್ತರು ರಥಕ್ಕೆ ಬಾಳೆಹಣ್ಣು, ಉತ್ತುತ್ತಿ ಎಸೆದು ಭಕ್ತಿ ಸಮರ್ಪಿಸಿದರು. ಸಾವಿರಾರು ಭಕ್ತರು ರಥೋತ್ಸವದಲ್ಲಿ ಪಾಲ್ಗೊಂಡರು. xyxy=(198,935,330,1068)
max-temp-label: ಗರಿಷ್ಠ xyxy=(482,14,496,23)
pointing-hand-icon xyxy=(18,94,58,134)
yellow-dot xyxy=(832,1379,839,1386)
bjp-headline-line2: ಶಾಸಕ ಪ್ರದೀಪ್ ಈಶ್ವರ್ ಪ್ರಚಾರ xyxy=(510,358,832,393)
page-number: 02 xyxy=(726,43,752,64)
yellow-dot xyxy=(340,1379,347,1386)
brand-logo-icon xyxy=(674,20,706,52)
brief-body: ನಗರದ ನಿಟುವಳ್ಳಿ ರಸ್ತೆಯ ಲೇಬರ್ ಕಾಲೋನಿ ಶ್ರೀ ಆಂಜನೇಯಸ್ವಾಮಿ ದೇವಸ್ಥಾನದಲ್ಲಿ ನವಗ್ರಹಗಳ ಪುನರ್ ಪ್ರತಿಷ್ಠಾಪನಾ ಕಾರ್ಯಕ್ರಮ ಮಾ.28ರಿಂದ 30ರವರೆಗೆ ನಡೆಯಲಿದೆ. ಗಣಪತಿ ಪೂಜೆ, ಹೋಮ ಹವನ ಹಾಗೂ ಧಾರ್ಮಿಕ ವಿಧಿವಿಧಾನಗಳು ಜರುಗಲಿವೆ. ಭಕ್ತರು ಪಾಲ್ಗೊಳ್ಳುವಂತೆ ದೇವಸ್ಥಾನ ಸಮಿತಿ ಕೋರಿದೆ. xyxy=(14,556,186,628)
press-meet-photo xyxy=(616,404,892,468)
